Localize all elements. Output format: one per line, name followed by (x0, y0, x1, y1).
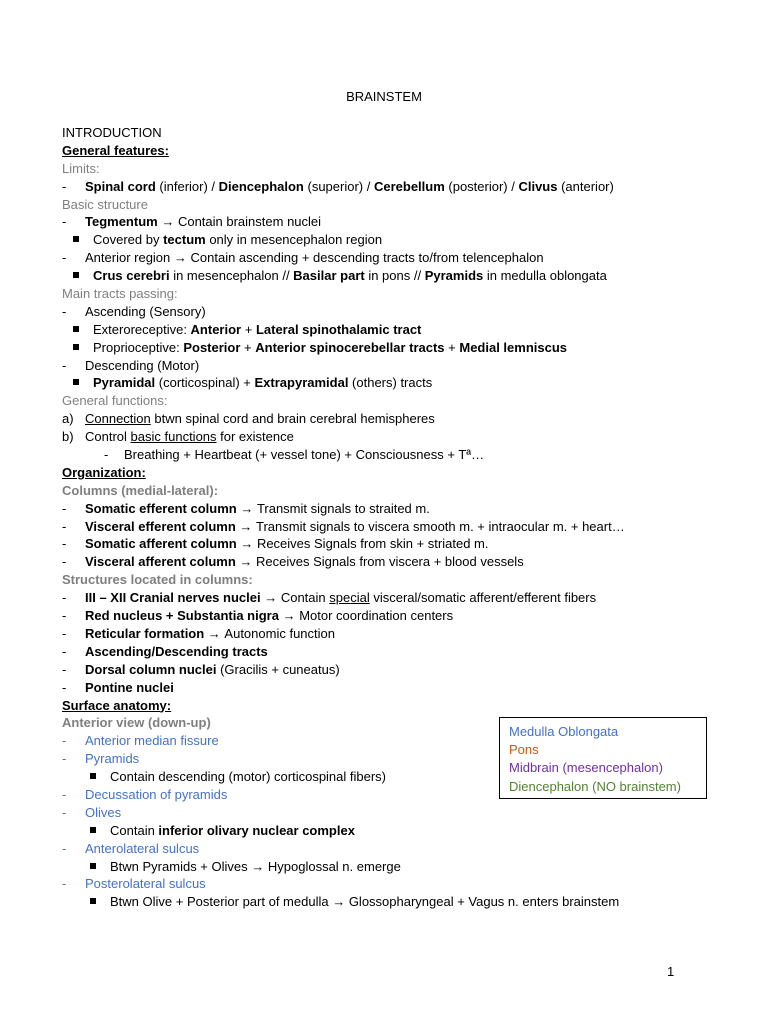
text-segment: in medulla oblongata (483, 268, 607, 284)
text-line (62, 643, 742, 661)
text-segment: Anterior spinocerebellar tracts (255, 339, 445, 355)
text-segment: Glossopharyngeal + Vagus n. enters brainstem (348, 894, 620, 910)
text-line (62, 553, 742, 571)
text-segment: (inferior) / (155, 178, 219, 194)
text-segment: (Gracilis + cuneatus) (216, 661, 340, 677)
text-line (62, 625, 742, 643)
text-segment: Contain ascending + descending tracts to/from telencephalon (190, 250, 544, 266)
text-line (62, 875, 742, 893)
list-marker: - (62, 303, 67, 319)
text-segment: Receives Signals from viscera + blood vessels (256, 554, 524, 570)
color-legend-box (499, 717, 707, 799)
list-marker: - (62, 518, 67, 534)
text-segment: → (239, 554, 256, 570)
text-segment: → (161, 214, 178, 230)
text-line (62, 697, 742, 715)
text-line (62, 196, 742, 214)
text-segment: tectum (163, 232, 206, 248)
text-line (62, 840, 742, 858)
legend-item: Midbrain (mesencephalon) (509, 760, 663, 776)
list-marker: - (62, 733, 67, 749)
list-marker (90, 827, 96, 833)
text-line (62, 178, 742, 196)
text-segment: Anterior view (down-up) (62, 715, 211, 731)
list-marker (90, 773, 96, 779)
text-segment: Surface anatomy: (62, 697, 172, 713)
text-segment: Ascending/Descending tracts (85, 643, 268, 659)
text-segment: Btwn Olive + Posterior part of medulla (110, 894, 333, 910)
list-marker: a) (62, 411, 74, 427)
text-segment: Transmit signals to viscera smooth m. + intraocular m. + heart… (256, 518, 625, 534)
text-segment: Ascending (Sensory) (85, 303, 206, 319)
list-marker (73, 379, 79, 385)
legend-item: Diencephalon (NO brainstem) (509, 778, 681, 794)
text-segment: Anterolateral sulcus (85, 840, 200, 856)
text-segment: General functions: (62, 393, 168, 409)
list-marker: - (62, 876, 67, 892)
text-segment: → (240, 536, 257, 552)
text-segment: + (241, 321, 256, 337)
list-marker (73, 236, 79, 242)
text-segment: (posterior) / (444, 178, 519, 194)
list-marker: - (62, 178, 67, 194)
list-marker: - (62, 500, 67, 516)
text-segment: Columns (medial-lateral): (62, 482, 219, 498)
text-segment: visceral/somatic afferent/efferent fibers (369, 590, 597, 606)
text-line (62, 142, 742, 160)
text-segment: Receives Signals from skin + striated m. (256, 536, 489, 552)
text-segment: INTRODUCTION (62, 125, 162, 140)
text-line (62, 607, 742, 625)
text-segment: Somatic afferent column (85, 536, 241, 552)
text-segment: Somatic efferent column (85, 500, 241, 516)
text-line (62, 231, 742, 249)
text-line (62, 589, 742, 607)
text-line (62, 374, 742, 392)
text-segment: Structures located in columns: (62, 572, 253, 588)
text-line (62, 446, 742, 464)
text-line (62, 679, 742, 697)
text-line (62, 500, 742, 518)
text-segment: Crus cerebri (93, 268, 170, 284)
text-segment: (superior) / (303, 178, 374, 194)
text-segment: Connection (85, 411, 151, 427)
text-segment: Contain (110, 822, 159, 838)
list-marker (73, 326, 79, 332)
text-segment: Decussation of pyramids (85, 786, 228, 802)
text-segment: Extrapyramidal (254, 375, 349, 391)
text-line (62, 893, 742, 911)
text-segment: only in mesencephalon region (205, 232, 383, 248)
list-marker (73, 272, 79, 278)
text-segment: Pyramids (424, 268, 484, 284)
text-segment: → (207, 625, 225, 641)
text-segment: Olives (85, 804, 122, 820)
list-marker: - (62, 536, 67, 552)
text-line (62, 392, 742, 410)
text-segment: Clivus (518, 178, 558, 194)
text-segment: Transmit signals to straited m. (256, 500, 430, 516)
text-segment: (others) tracts (348, 375, 433, 391)
text-segment: Control (85, 429, 131, 445)
list-marker: - (62, 554, 67, 570)
text-segment: Basic structure (62, 196, 148, 212)
text-segment: III – XII Cranial nerves nuclei (85, 590, 265, 606)
list-marker: - (62, 357, 67, 373)
legend-item: Medulla Oblongata (509, 724, 619, 739)
text-segment: Motor coordination centers (299, 608, 454, 624)
list-marker: - (62, 661, 67, 677)
text-segment: Red nucleus + Substantia nigra (85, 608, 283, 624)
text-segment: (corticospinal) + (155, 375, 255, 391)
text-segment: + (444, 339, 460, 355)
text-segment: Limits: (62, 160, 100, 176)
text-segment: Pyramidal (93, 375, 156, 391)
list-marker: - (62, 250, 67, 266)
list-marker (90, 863, 96, 869)
text-line (62, 464, 742, 482)
text-line (62, 267, 742, 285)
text-segment: Lateral spinothalamic tract (255, 321, 422, 337)
text-line (62, 518, 742, 536)
text-segment: + (240, 339, 256, 355)
text-segment: Main tracts passing: (62, 286, 178, 302)
list-marker: - (104, 447, 109, 463)
text-line (62, 285, 742, 303)
text-segment: for existence (216, 429, 294, 445)
text-line (62, 858, 742, 876)
text-line (62, 357, 742, 375)
text-line (62, 535, 742, 553)
list-marker: - (62, 214, 67, 230)
text-line (62, 160, 742, 178)
text-segment: Pontine nuclei (85, 679, 174, 695)
text-segment: Proprioceptive: (93, 339, 184, 355)
text-segment: Anterior region (85, 250, 174, 266)
text-segment: → (332, 894, 349, 910)
text-segment: Diencephalon (218, 178, 304, 194)
text-segment: Contain brainstem nuclei (177, 214, 322, 230)
list-marker (90, 898, 96, 904)
text-segment: → (282, 608, 300, 624)
page-title: BRAINSTEM (346, 89, 422, 104)
text-segment: in mesencephalon // (169, 268, 294, 284)
text-segment: btwn spinal cord and brain cerebral hemispheres (150, 411, 435, 427)
list-marker: - (62, 804, 67, 820)
list-marker: - (62, 625, 67, 641)
text-segment: Medial lemniscus (459, 339, 568, 355)
text-segment: → (173, 250, 191, 266)
text-segment: basic functions (130, 429, 217, 445)
text-line (62, 303, 742, 321)
list-marker: - (62, 786, 67, 802)
text-segment: → (240, 500, 257, 516)
text-segment: special (329, 590, 370, 606)
list-marker: - (62, 608, 67, 624)
list-marker: - (62, 679, 67, 695)
text-segment: Reticular formation (85, 625, 208, 641)
text-segment: Visceral efferent column (85, 518, 240, 534)
text-segment: Organization: (62, 464, 146, 480)
text-segment: Posterolateral sulcus (85, 876, 206, 892)
text-line (62, 428, 742, 446)
list-marker: - (62, 840, 67, 856)
list-marker: b) (62, 429, 74, 445)
text-segment: Pyramids (85, 751, 140, 767)
text-segment: Exteroreceptive: (93, 321, 191, 337)
text-segment: inferior olivary nuclear complex (158, 822, 355, 838)
list-marker: - (62, 590, 67, 606)
text-segment: (anterior) (557, 178, 614, 194)
text-segment: Tegmentum (85, 214, 162, 230)
text-segment: Visceral afferent column (85, 554, 240, 570)
text-segment: Descending (Motor) (85, 357, 200, 373)
text-segment: Spinal cord (85, 178, 156, 194)
text-segment: Posterior (183, 339, 241, 355)
page-number: 1 (667, 964, 675, 979)
text-line (62, 661, 742, 679)
text-segment: Contain descending (motor) corticospinal fibers) (110, 769, 387, 785)
text-line (62, 213, 742, 231)
text-line (62, 124, 742, 142)
list-marker (73, 344, 79, 350)
text-segment: Hypoglossal n. emerge (267, 858, 401, 874)
text-segment: → (264, 590, 281, 606)
text-line (62, 482, 742, 500)
text-segment: Contain (280, 590, 330, 606)
text-segment: Anterior (190, 321, 242, 337)
text-segment: Cerebellum (373, 178, 445, 194)
text-line (62, 822, 742, 840)
text-segment: Breathing + Heartbeat (+ vessel tone) + Consciousness + Tª… (124, 447, 485, 463)
legend-item: Pons (509, 742, 539, 758)
text-line (62, 410, 742, 428)
text-segment: Anterior median fissure (85, 733, 219, 749)
text-line (62, 321, 742, 339)
text-line (62, 571, 742, 589)
text-segment: Btwn Pyramids + Olives (110, 858, 252, 874)
text-segment: Dorsal column nuclei (85, 661, 217, 677)
text-line (62, 249, 742, 267)
text-segment: Autonomic function (224, 625, 335, 641)
text-segment: → (239, 518, 256, 534)
text-segment: → (251, 858, 268, 874)
text-line (62, 804, 742, 822)
text-segment: Covered by (93, 232, 164, 248)
text-segment: General features: (62, 142, 169, 158)
list-marker: - (62, 751, 67, 767)
text-segment: Basilar part (293, 268, 365, 284)
text-line (62, 339, 742, 357)
text-segment: in pons // (364, 268, 425, 284)
list-marker: - (62, 643, 67, 659)
